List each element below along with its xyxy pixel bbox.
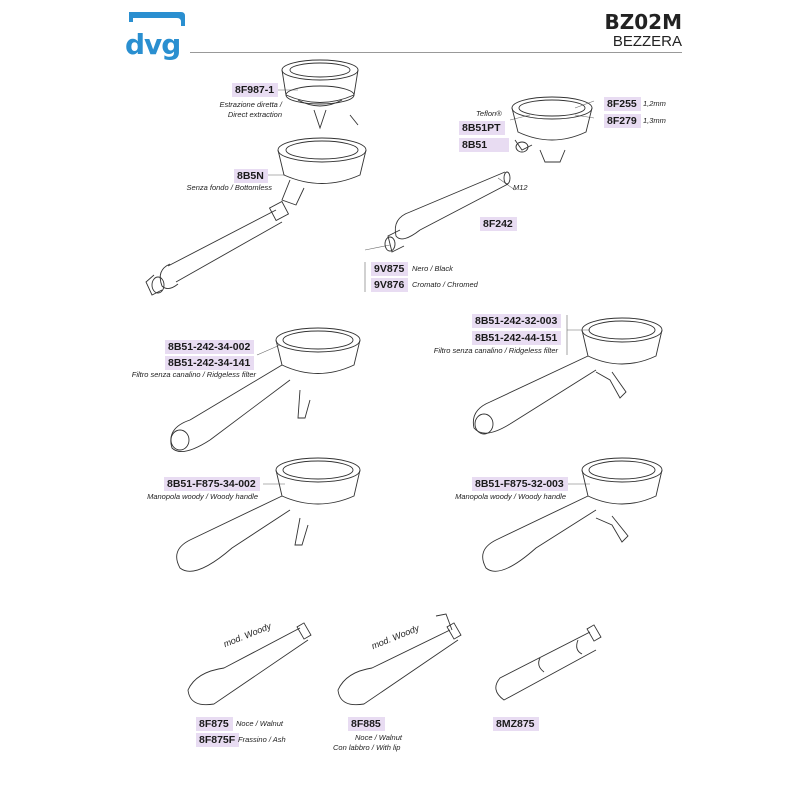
part-code-label: 8F987-1 <box>232 83 278 97</box>
extraction-funnel-drawing <box>282 60 358 128</box>
part-code-label: 8B51-F875-32-003 <box>472 477 568 491</box>
part-code-label: 8F885 <box>348 717 385 731</box>
part-code-label: 8F242 <box>480 217 517 231</box>
model-label: mod. Woody <box>369 622 421 652</box>
part-code-label: 8B51-242-34-002 <box>165 340 254 354</box>
part-description: Filtro senza canalino / Ridgeless filter <box>131 370 256 379</box>
part-code-label: 8F255 <box>604 97 641 111</box>
woody-portafilter-left-drawing <box>177 458 360 571</box>
handle-with-knob-drawing <box>385 172 510 252</box>
part-code-label: 8B5N <box>234 169 268 183</box>
part-code-label: 8B51-242-44-151 <box>472 331 561 345</box>
part-code-label: 8B51PT <box>459 121 505 135</box>
woody-handle-with-lip-drawing <box>338 614 461 705</box>
part-code-label: 8F279 <box>604 114 641 128</box>
part-description: Teflon® <box>476 109 502 118</box>
part-code-label: 8B51-242-34-141 <box>165 356 254 370</box>
portafilter-with-spouts-drawing <box>512 97 592 162</box>
woody-portafilter-right-drawing <box>483 458 662 571</box>
part-variant: Cromato / Chromed <box>412 280 478 289</box>
part-variant: Con labbro / With lip <box>333 743 401 752</box>
part-size: 1,2mm <box>643 99 666 108</box>
part-description: Manopola woody / Woody handle <box>147 492 258 501</box>
part-code-label: 8B51 <box>459 138 509 152</box>
part-code-label: 8F875F <box>196 733 239 747</box>
part-description: Estrazione diretta / <box>219 100 282 109</box>
part-code-label: 8F875 <box>196 717 233 731</box>
part-code-label: 8B51-F875-34-002 <box>164 477 260 491</box>
part-variant: Noce / Walnut <box>355 733 402 742</box>
page-title: BZ02M <box>604 10 682 34</box>
part-code-label: 9V875 <box>371 262 408 276</box>
bottomless-portafilter-drawing <box>146 138 366 295</box>
part-code-label: 9V876 <box>371 278 408 292</box>
handle-8mz875-drawing <box>496 625 601 700</box>
model-label: mod. Woody <box>221 620 273 650</box>
part-description: Manopola woody / Woody handle <box>455 492 566 501</box>
part-variant: Frassino / Ash <box>238 735 286 744</box>
part-code-label: 8MZ875 <box>493 717 539 731</box>
part-size: 1,3mm <box>643 116 666 125</box>
part-description: Filtro senza canalino / Ridgeless filter <box>433 346 558 355</box>
part-variant: Nero / Black <box>412 264 453 273</box>
part-code-label: 8B51-242-32-003 <box>472 314 561 328</box>
logo-text: dvg <box>125 28 181 61</box>
part-description: M12 <box>513 183 528 192</box>
part-description: Direct extraction <box>227 110 282 119</box>
part-description: Senza fondo / Bottomless <box>186 183 272 192</box>
part-variant: Noce / Walnut <box>236 719 283 728</box>
page-subtitle: BEZZERA <box>612 33 682 50</box>
